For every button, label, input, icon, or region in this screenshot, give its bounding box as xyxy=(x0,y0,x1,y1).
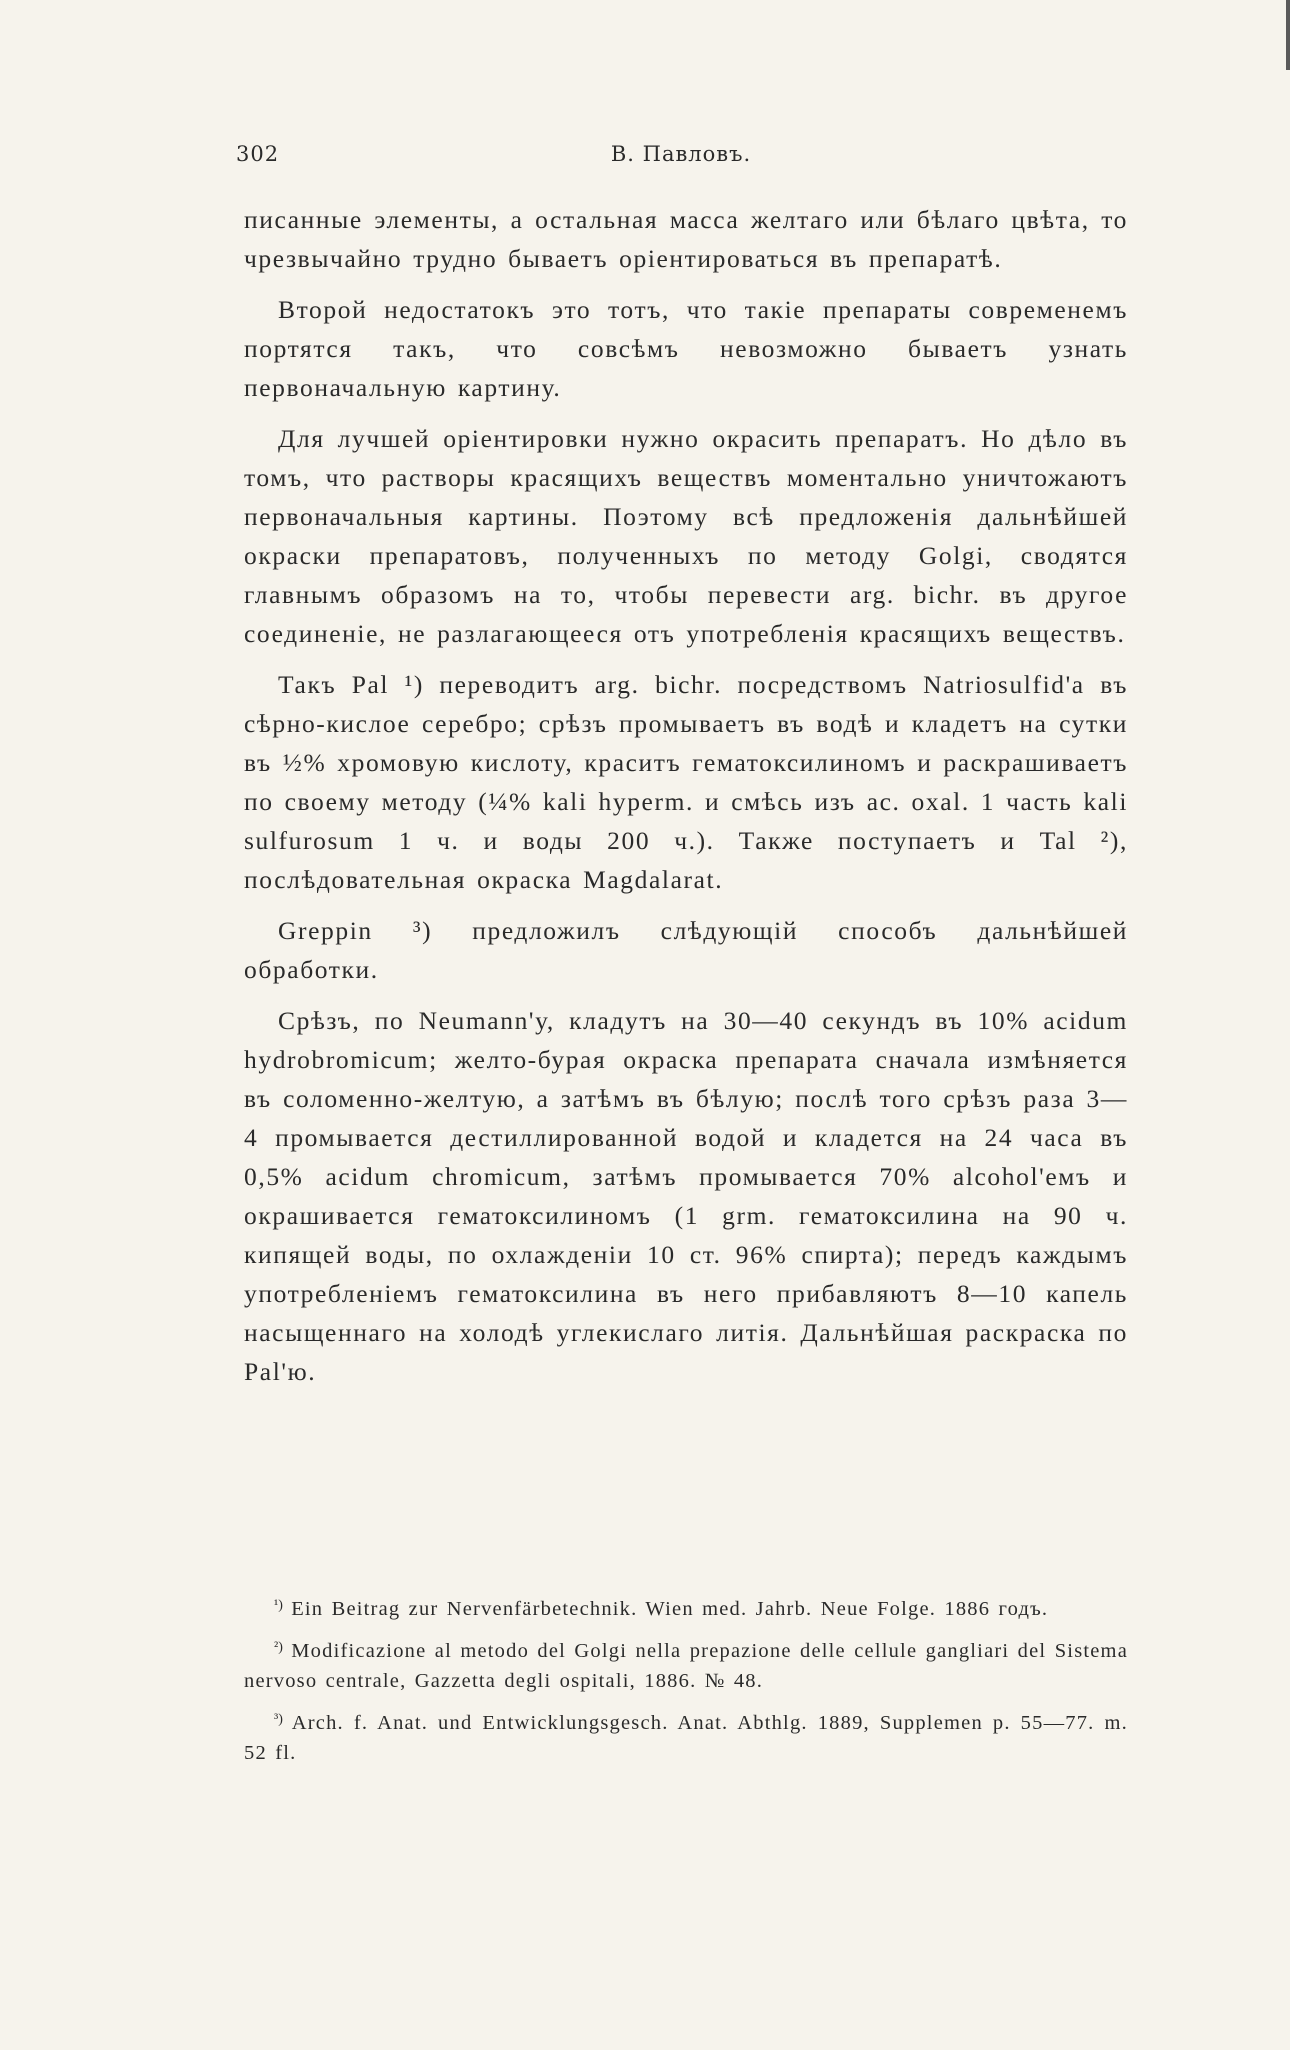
footnote-marker: ³) xyxy=(274,1712,283,1727)
footnote-marker: ²) xyxy=(274,1640,283,1655)
body-text xyxy=(244,200,1128,1403)
paragraph: Такъ Pal ¹) переводитъ arg. bichr. посредствомъ Natriosulfid'а въ сѣрно-кислое серебро; срѣзъ промываетъ въ водѣ и кладетъ на сутки въ ½% хромовую кислоту, краситъ гематоксилиномъ и раскрашиваетъ по своему методу (¼% kali hyperm. и смѣсь изъ ac. oxal. 1 часть kali sulfurosum 1 ч. и воды 200 ч.). Также поступаетъ и Tal ²), послѣдовательная окраска Magdalarat. xyxy=(244,670,1129,894)
footnote xyxy=(244,1633,1128,1696)
footnotes xyxy=(244,1591,1128,1777)
running-head xyxy=(236,142,1126,172)
paragraph: Второй недостатокъ это тотъ, что такіе препараты современемъ портятся такъ, что совсѣмъ невозможно бываетъ узнать первоначальную картину. xyxy=(244,295,1128,402)
footnote-text: Ein Beitrag zur Nervenfärbetechnik. Wien med. Jahrb. Neue Folge. 1886 годъ. xyxy=(291,1598,1049,1620)
scan-edge-mark xyxy=(1286,0,1290,70)
running-title: В. Павловъ. xyxy=(610,142,752,166)
paragraph: Для лучшей оріентировки нужно окрасить препаратъ. Но дѣло въ томъ, что растворы красящихъ веществъ моментально уничтожаютъ первоначальныя картины. Поэтому всѣ предложенія дальнѣйшей окраски препаратовъ, полученныхъ по методу Golgi, сводятся главнымъ образомъ на то, чтобы перевести arg. bichr. въ другое соединеніе, не разлагающееся отъ употребленія красящихъ веществъ. xyxy=(244,424,1128,648)
footnote xyxy=(244,1705,1128,1768)
footnote-marker: ¹) xyxy=(274,1598,283,1613)
paragraph: Срѣзъ, по Neumann'у, кладутъ на 30—40 секундъ въ 10% acidum hydrobromicum; желто-бурая окраска препарата сначала измѣняется въ соломенно-желтую, а затѣмъ въ бѣлую; послѣ того срѣзъ раза 3—4 промывается дестиллированной водой и кладется на 24 часа въ 0,5% acidum chromicum, затѣмъ промывается 70% alcohol'емъ и окрашивается гематоксилиномъ (1 grm. гематоксилина на 90 ч. кипящей воды, по охлажденіи 10 ст. 96% спирта); передъ каждымъ употребленіемъ гематоксилина въ него прибавляютъ 8—10 капель насыщеннаго на холодѣ углекислаго литія. Дальнѣйшая раскраска по Pal'ю. xyxy=(244,1006,1128,1386)
paragraph: писанные элементы, а остальная масса желтаго или бѣлаго цвѣта, то чрезвычайно трудно бываетъ оріентироваться въ препаратѣ. xyxy=(244,205,1128,273)
footnote xyxy=(244,1591,1128,1624)
footnote-text: Arch. f. Anat. und Entwicklungsgesch. Anat. Abthlg. 1889, Supplemen p. 55—77. m. 52 fl. xyxy=(244,1712,1128,1764)
footnote-text: Modificazione al metodo del Golgi nella prepazione delle cellule gangliari del Sistema nervoso centrale, Gazzetta degli ospitali, 1886. № 48. xyxy=(244,1640,1129,1692)
paragraph: Greppin ³) предложилъ слѣдующій способъ дальнѣйшей обработки. xyxy=(244,916,1128,984)
page-number: 302 xyxy=(236,142,280,166)
